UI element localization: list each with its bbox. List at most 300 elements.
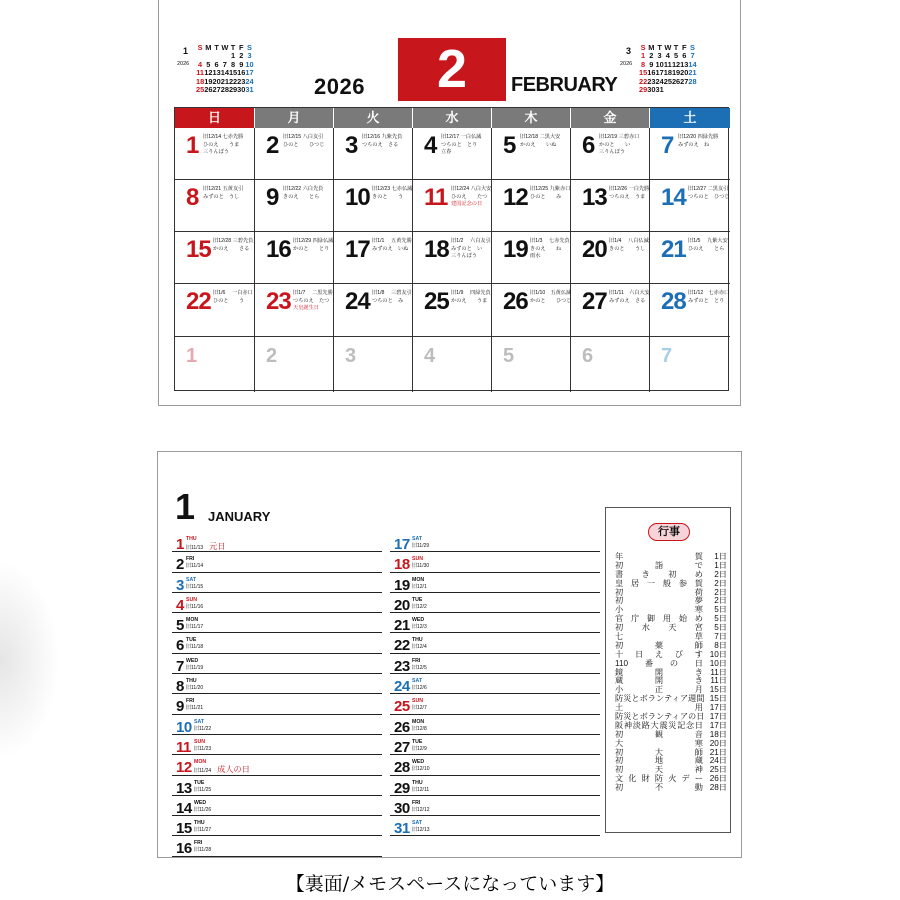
row-day-number: 3 (176, 576, 184, 594)
event-name: 小正月 (615, 685, 703, 695)
day-details (609, 290, 650, 305)
day-cell[interactable] (413, 337, 492, 392)
day-details (283, 186, 323, 201)
mini-weekday-head: T (673, 43, 679, 52)
mini-day: 2 (239, 51, 244, 61)
day-detail-line: 旧12/17 一白仏滅 (441, 134, 482, 140)
row-day-number: 22 (394, 637, 410, 655)
day-details (372, 238, 412, 253)
row-day-number: 25 (394, 698, 410, 716)
lunar-date-text: 旧11/17 (186, 624, 204, 631)
day-row[interactable] (390, 776, 600, 796)
day-cell[interactable] (175, 337, 255, 392)
mini-day: 27 (212, 85, 221, 95)
event-name: 初観音 (615, 729, 703, 739)
day-row[interactable] (390, 694, 600, 714)
mini-day: 6 (214, 59, 219, 69)
day-details (688, 238, 728, 253)
day-row[interactable] (390, 654, 600, 674)
row-lunar-date (194, 766, 250, 775)
row-weekday: MON (412, 576, 425, 583)
lunar-date-text: 旧11/13 (186, 545, 204, 551)
day-cell[interactable] (255, 284, 334, 337)
day-number: 6 (582, 132, 595, 159)
day-detail-line: 旧1/9 四緑先負 (451, 290, 491, 296)
day-number: 27 (582, 288, 607, 315)
event-date: 8日 (714, 640, 727, 650)
mini-day: 10 (655, 59, 664, 69)
mini-day: 31 (655, 85, 664, 95)
lunar-date-text: 旧11/15 (186, 583, 204, 590)
day-details (520, 134, 560, 149)
mini-weekday-head: F (682, 43, 687, 52)
day-cell[interactable] (334, 337, 413, 392)
next-month-day: 1 (186, 345, 198, 367)
day-detail-line: 旧12/19 三碧赤口 (599, 134, 640, 140)
row-weekday: THU (194, 820, 205, 827)
day-cell[interactable] (571, 232, 650, 284)
day-number: 23 (266, 288, 291, 315)
row-day-number: 29 (394, 779, 410, 797)
day-number: 21 (661, 236, 686, 263)
mini-day: 9 (649, 59, 654, 69)
row-day-number: 30 (394, 799, 410, 817)
day-row[interactable] (390, 593, 600, 613)
day-cell[interactable] (255, 337, 334, 392)
row-lunar-date (186, 705, 203, 711)
day-row[interactable] (390, 796, 600, 816)
mini-day: 5 (206, 59, 211, 69)
day-detail-line: 旧1/3 七赤先負 (530, 238, 570, 244)
lunar-date-text: 旧12/1 (412, 583, 427, 590)
day-detail-line: 旧1/12 七赤赤口 (688, 290, 730, 296)
weekday-header: 土 (650, 108, 730, 128)
event-name: 初薬師 (615, 640, 703, 650)
day-cell[interactable] (413, 232, 492, 284)
row-weekday: SAT (186, 576, 196, 583)
day-row[interactable] (172, 593, 382, 613)
row-day-number: 27 (394, 738, 410, 756)
row-lunar-date (194, 827, 211, 833)
day-cell[interactable] (492, 337, 571, 392)
next-month-day: 2 (266, 345, 278, 367)
event-name: 初水天宮 (615, 623, 703, 633)
event-date: 1日 (714, 560, 727, 570)
lunar-date-text: 旧12/8 (412, 725, 427, 732)
day-detail-line: つちのえ うま (609, 193, 646, 200)
day-details (293, 290, 333, 313)
day-detail-line: かのえ いぬ (520, 141, 557, 148)
event-name: 七草 (615, 632, 703, 642)
day-details (203, 134, 243, 157)
day-detail-line: 旧1/4 八白仏滅 (609, 238, 649, 244)
day-cell[interactable] (650, 284, 730, 337)
mini-day: 4 (665, 51, 670, 61)
mini-day: 16 (237, 68, 246, 78)
event-name: 年賀 (615, 552, 703, 561)
row-lunar-date (412, 766, 430, 772)
mini-day: 29 (639, 85, 648, 95)
day-row[interactable] (172, 776, 382, 796)
day-detail-line: きのと うし (609, 245, 646, 252)
day-row[interactable] (172, 715, 382, 735)
day-number: 17 (345, 236, 370, 263)
row-lunar-date (186, 624, 203, 630)
row-lunar-date (186, 644, 203, 650)
event-name: 十日えびす (615, 649, 703, 659)
event-date: 11日 (710, 667, 727, 677)
day-number: 20 (582, 236, 607, 263)
day-cell[interactable] (650, 232, 730, 284)
events-list (615, 553, 727, 793)
row-lunar-date (186, 685, 203, 691)
day-row[interactable] (172, 674, 382, 694)
day-detail-line: 三りんぼう (599, 149, 625, 156)
event-date: 15日 (709, 685, 727, 695)
event-date: 10日 (709, 649, 727, 659)
row-weekday: MON (194, 759, 207, 766)
day-detail-line: 旧12/18 二黒大安 (520, 134, 561, 140)
row-day-number: 9 (176, 698, 184, 716)
day-detail-line: ひのえ たつ (451, 193, 488, 200)
day-details (441, 134, 481, 157)
mini-month-number: 1 (183, 46, 189, 56)
day-cell[interactable] (650, 180, 730, 232)
event-date: 20日 (709, 738, 727, 748)
row-lunar-date (412, 746, 427, 752)
day-row[interactable] (172, 633, 382, 653)
weekday-header: 金 (571, 108, 650, 128)
row-lunar-date (412, 543, 429, 549)
day-details (599, 134, 639, 157)
mini-day: 28 (688, 76, 697, 86)
event-name: 小寒 (615, 605, 703, 615)
day-cell[interactable] (255, 180, 334, 232)
next-month-day: 4 (424, 345, 436, 367)
lunar-date-text: 旧11/19 (186, 664, 204, 671)
mini-day: 22 (639, 76, 648, 86)
day-detail-line: 旧1/7 二黒先勝 (293, 290, 333, 296)
event-date: 17日 (709, 703, 727, 713)
mini-day: 15 (639, 68, 648, 78)
day-number: 18 (424, 236, 449, 263)
mini-weekday-head: W (664, 43, 672, 52)
mini-weekday-head: M (648, 43, 655, 52)
mini-day (688, 86, 696, 94)
lunar-date-text: 旧11/14 (186, 563, 204, 570)
event-item (615, 784, 727, 793)
day-row[interactable] (172, 694, 382, 714)
row-lunar-date (412, 584, 427, 590)
day-detail-line: みずのと うし (203, 193, 240, 200)
day-number: 22 (186, 288, 211, 315)
day-row[interactable] (172, 735, 382, 755)
row-lunar-date (412, 827, 430, 833)
day-number: 8 (186, 184, 199, 211)
day-cell[interactable] (175, 180, 255, 232)
next-month-day: 7 (661, 345, 673, 367)
day-detail-line: 旧12/28 三碧先負 (213, 238, 254, 244)
day-detail-line: 旧12/24 八白大安 (451, 186, 492, 192)
row-lunar-date (412, 705, 427, 711)
day-detail-line: かのと い (599, 141, 631, 148)
mini-day: 29 (228, 85, 238, 95)
event-date: 7日 (714, 632, 727, 642)
day-details (609, 186, 649, 201)
row-weekday: WED (186, 657, 199, 664)
mini-day: 1 (230, 51, 236, 61)
day-cell[interactable] (492, 180, 571, 232)
mini-day: 12 (204, 68, 213, 78)
row-day-number: 24 (394, 678, 410, 696)
mini-weekday-head: S (197, 43, 203, 52)
background-shadow (0, 560, 60, 760)
event-name: 官庁御用始め (615, 614, 703, 624)
day-row[interactable] (390, 532, 600, 552)
day-cell[interactable] (413, 128, 492, 180)
day-details (451, 186, 491, 209)
day-detail-line: かのと ひつじ (530, 297, 572, 304)
event-name: 土用 (615, 703, 703, 713)
day-row[interactable] (172, 532, 382, 552)
day-cell[interactable] (571, 128, 650, 180)
header-month-name: FEBRUARY (511, 74, 618, 96)
next-month-day: 6 (582, 345, 594, 367)
row-weekday: MON (186, 617, 199, 624)
event-name: 皇居一般参賀 (615, 578, 703, 588)
row-weekday: THU (412, 779, 423, 786)
day-row[interactable] (172, 613, 382, 633)
day-detail-line: 旧1/1 五黄先勝 (372, 238, 412, 244)
day-cell[interactable] (175, 128, 255, 180)
day-list-column-2 (390, 532, 600, 836)
back-calendar-card (157, 451, 742, 858)
next-month-day: 3 (345, 345, 357, 367)
day-detail-line: 三りんぼう (451, 253, 477, 260)
day-row[interactable] (390, 755, 600, 775)
day-cell[interactable] (255, 232, 334, 284)
day-detail-line: 旧12/16 九紫先負 (362, 134, 403, 140)
day-cell[interactable] (334, 180, 413, 232)
weekday-header: 木 (492, 108, 571, 128)
event-date: 25日 (709, 765, 727, 775)
event-name: 初詣で (615, 560, 703, 570)
weekday-header: 水 (413, 108, 492, 128)
row-weekday: THU (412, 637, 423, 644)
day-row[interactable] (390, 735, 600, 755)
lunar-date-text: 旧11/21 (186, 705, 204, 712)
event-name: 防災とボランティア週間 (615, 694, 705, 704)
lunar-date-text: 旧12/11 (412, 786, 430, 793)
mini-day: 26 (204, 85, 213, 95)
row-weekday: TUE (412, 596, 423, 603)
row-lunar-date (412, 644, 427, 650)
mini-day: 19 (671, 68, 681, 78)
day-row[interactable] (172, 755, 382, 775)
lunar-date-text: 旧12/2 (412, 603, 427, 610)
lunar-date-text: 旧12/7 (412, 705, 427, 712)
event-date: 21日 (709, 747, 727, 757)
event-date: 5日 (714, 605, 727, 615)
mini-weekday-head: F (239, 43, 244, 52)
event-name: 初大師 (615, 747, 703, 757)
mini-month-number: 3 (626, 46, 632, 56)
day-row[interactable] (390, 552, 600, 572)
day-cell[interactable] (413, 180, 492, 232)
row-weekday: FRI (412, 657, 421, 664)
day-row[interactable] (172, 654, 382, 674)
day-detail-line: つちのえ たつ (293, 297, 330, 304)
event-name: 初夢 (615, 596, 703, 606)
day-number: 2 (266, 132, 279, 159)
event-name: 鏡開き (615, 667, 703, 677)
row-day-number: 2 (176, 556, 184, 574)
day-row[interactable] (172, 796, 382, 816)
mini-table (196, 44, 254, 94)
day-details (451, 238, 491, 261)
lunar-date-text: 旧12/5 (412, 664, 427, 671)
mini-day: 3 (657, 51, 662, 61)
day-cell[interactable] (571, 337, 650, 392)
day-cell[interactable] (175, 284, 255, 337)
mini-day: 20 (680, 68, 689, 78)
mini-day: 24 (245, 76, 254, 86)
row-weekday: SUN (412, 698, 423, 705)
day-cell[interactable] (492, 284, 571, 337)
day-row[interactable] (390, 573, 600, 593)
row-weekday: FRI (186, 556, 195, 563)
day-detail-line: 旧12/21 五黄友引 (203, 186, 244, 192)
row-weekday: SAT (412, 678, 422, 685)
mini-weekday-head: T (230, 43, 236, 52)
row-lunar-date (186, 665, 203, 671)
day-number: 5 (503, 132, 516, 159)
row-day-number: 4 (176, 596, 184, 614)
day-details (293, 238, 333, 253)
row-day-number: 6 (176, 637, 184, 655)
mini-day: 15 (228, 68, 238, 78)
row-weekday: FRI (412, 799, 421, 806)
day-cell[interactable] (492, 232, 571, 284)
event-name: 阪神淡路大震災記念日 (615, 720, 703, 730)
row-day-number: 21 (394, 617, 410, 635)
mini-day: 17 (245, 68, 254, 78)
day-row[interactable] (172, 573, 382, 593)
day-details (283, 134, 325, 149)
day-row[interactable] (390, 633, 600, 653)
mini-day: 14 (688, 59, 697, 69)
day-number: 9 (266, 184, 279, 211)
day-list-column-1 (172, 532, 382, 857)
lunar-date-text: 旧11/24 (194, 768, 212, 775)
day-row[interactable] (390, 613, 600, 633)
day-cell[interactable] (334, 232, 413, 284)
weekday-header: 日 (175, 108, 255, 128)
row-day-number: 31 (394, 820, 410, 838)
event-name: 書き初め (615, 569, 703, 579)
day-number: 7 (661, 132, 674, 159)
day-cell[interactable] (334, 128, 413, 180)
events-box (605, 507, 731, 833)
row-lunar-date (186, 584, 203, 590)
day-cell[interactable] (413, 284, 492, 337)
day-detail-line: 立春 (441, 149, 452, 156)
day-row[interactable] (172, 816, 382, 836)
day-detail-line: つちのと ひつじ (688, 193, 730, 200)
day-number: 16 (266, 236, 291, 263)
row-lunar-date (412, 787, 429, 793)
day-number: 13 (582, 184, 607, 211)
day-cell[interactable] (334, 284, 413, 337)
day-details (203, 186, 243, 201)
day-row[interactable] (172, 836, 382, 856)
day-detail-line: 雨水 (530, 253, 541, 260)
events-title: 行事 (648, 523, 690, 541)
row-weekday: SAT (194, 718, 204, 725)
row-lunar-date (412, 604, 427, 610)
day-details (678, 134, 718, 149)
lunar-date-text: 旧11/26 (194, 806, 212, 813)
day-row[interactable] (390, 715, 600, 735)
mini-day: 22 (228, 76, 238, 86)
mini-weekday-head: S (247, 43, 252, 52)
day-detail-line: みずのと い (451, 245, 483, 252)
mini-day: 30 (237, 85, 246, 95)
day-number: 28 (661, 288, 686, 315)
day-row[interactable] (390, 674, 600, 694)
day-cell[interactable] (650, 128, 730, 180)
mini-day: 31 (245, 85, 254, 95)
day-details (530, 238, 570, 261)
event-date: 18日 (709, 729, 727, 739)
day-row[interactable] (390, 816, 600, 836)
lunar-date-text: 旧12/4 (412, 644, 427, 651)
next-month-day: 5 (503, 345, 515, 367)
row-lunar-date (194, 807, 211, 813)
event-name: 初地蔵 (615, 756, 703, 766)
row-day-number: 8 (176, 678, 184, 696)
day-detail-line: 旧1/10 五黄仏滅 (530, 290, 572, 296)
mini-day: 27 (680, 76, 689, 86)
day-details (530, 290, 572, 305)
event-date: 17日 (709, 720, 727, 730)
day-cell[interactable] (492, 128, 571, 180)
row-lunar-date (194, 847, 211, 853)
row-day-number: 20 (394, 596, 410, 614)
day-cell[interactable] (571, 284, 650, 337)
day-cell[interactable] (255, 128, 334, 180)
day-detail-line: 旧12/14 七赤先勝 (203, 134, 244, 140)
day-cell[interactable] (175, 232, 255, 284)
day-cell[interactable] (571, 180, 650, 232)
event-date: 10日 (709, 658, 727, 668)
row-lunar-date (194, 726, 211, 732)
day-detail-line: 三りんぼう (203, 149, 229, 156)
mini-day: 8 (230, 59, 236, 69)
day-number: 19 (503, 236, 528, 263)
mini-day: 11 (663, 59, 672, 69)
day-cell[interactable] (650, 337, 730, 392)
row-weekday: SUN (412, 556, 423, 563)
mini-day: 20 (212, 76, 221, 86)
mini-day: 4 (198, 59, 203, 69)
lunar-date-text: 旧11/30 (412, 563, 430, 570)
day-row[interactable] (172, 552, 382, 572)
mini-year: 2026 (620, 61, 633, 67)
mini-day: 16 (647, 68, 656, 78)
day-detail-line: ひのと う (213, 297, 245, 304)
mini-table (639, 44, 697, 94)
